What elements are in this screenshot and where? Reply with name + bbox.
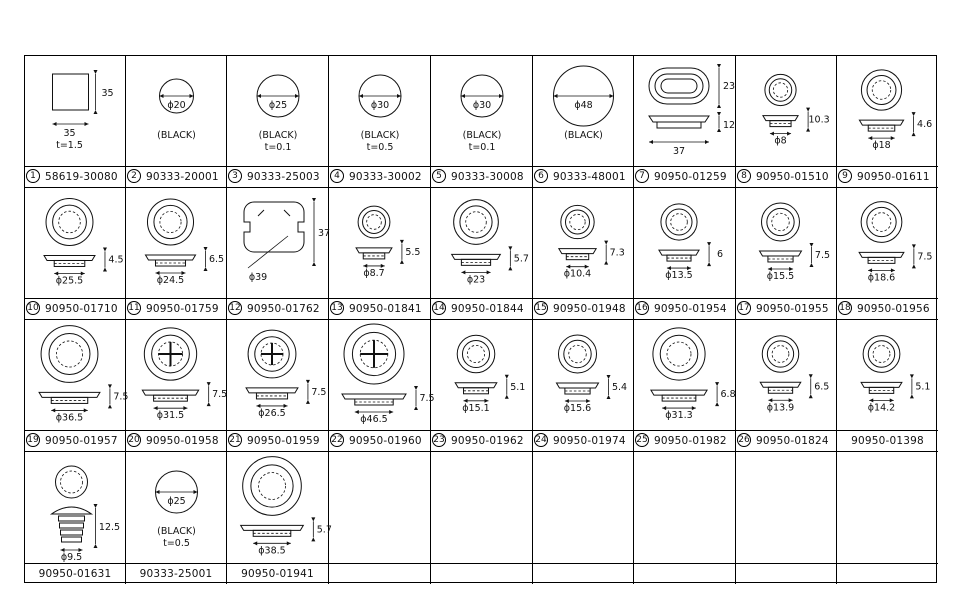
item-number-badge: 26 xyxy=(738,435,750,445)
part-cell xyxy=(227,56,329,188)
part-number: 90950-01398 xyxy=(851,435,924,447)
dimension-label: t=0.5 xyxy=(163,538,190,549)
part-drawing xyxy=(634,188,736,300)
item-number-badge: 6 xyxy=(534,169,548,183)
part-footer xyxy=(837,298,938,319)
dimension-label: (BLACK) xyxy=(360,130,400,141)
part-footer xyxy=(329,166,430,187)
item-number-badge: 11 xyxy=(128,303,140,313)
part-footer xyxy=(227,430,328,451)
dimension-label: 5.4 xyxy=(611,382,628,394)
part-drawing xyxy=(25,56,126,168)
part-drawing xyxy=(25,452,126,564)
part-drawing xyxy=(227,452,332,564)
parts-chart-sheet xyxy=(24,55,937,583)
dimension-label: ϕ25 xyxy=(268,100,288,111)
dimension-label: ϕ9.5 xyxy=(60,552,83,563)
part-cell xyxy=(533,320,634,452)
dimension-label: 6 xyxy=(717,249,724,261)
part-drawing xyxy=(25,188,126,300)
item-number-badge: 22 xyxy=(331,435,343,445)
item-number-badge: 5 xyxy=(432,169,446,183)
part-number: 90333-30008 xyxy=(451,171,524,183)
dimension-label: 7.5 xyxy=(311,386,327,398)
part-footer xyxy=(227,298,328,319)
item-number-badge: 16 xyxy=(636,303,648,313)
part-cell xyxy=(25,452,126,584)
part-cell xyxy=(736,56,837,188)
part-drawing xyxy=(634,320,736,432)
part-number: 90950-01982 xyxy=(654,435,727,447)
part-cell xyxy=(533,56,634,188)
dimension-label: ϕ18 xyxy=(872,140,891,152)
part-drawing xyxy=(227,56,329,168)
dimension-label: ϕ14.2 xyxy=(867,402,896,414)
item-number-badge: 13 xyxy=(331,303,343,313)
part-footer xyxy=(126,166,226,187)
dimension-label: ϕ46.5 xyxy=(360,414,388,425)
item-number-badge: 18 xyxy=(839,303,851,313)
part-footer xyxy=(533,430,633,451)
part-footer xyxy=(736,430,836,451)
item-number-badge: 17 xyxy=(738,303,750,313)
part-cell xyxy=(126,452,227,584)
dimension-label: 10.3 xyxy=(808,114,830,126)
part-number: 90950-01960 xyxy=(349,435,422,447)
dimension-label: ϕ26.5 xyxy=(258,407,286,419)
item-number-badge: 19 xyxy=(27,435,39,445)
part-cell xyxy=(227,452,332,584)
empty-cell xyxy=(634,452,736,584)
dimension-label: ϕ15.6 xyxy=(563,403,592,415)
part-cell xyxy=(431,56,533,188)
part-footer xyxy=(431,166,532,187)
dimension-label: 6.8 xyxy=(720,389,736,401)
part-footer xyxy=(634,298,735,319)
part-number: 90950-01762 xyxy=(247,303,320,315)
part-drawing xyxy=(634,56,736,168)
part-drawing xyxy=(431,320,533,432)
part-drawing xyxy=(329,188,431,300)
dimension-label: 7.3 xyxy=(609,247,625,259)
dimension-label: (BLACK) xyxy=(564,130,603,141)
part-footer xyxy=(25,166,125,187)
dimension-label: (BLACK) xyxy=(157,526,196,537)
part-cell xyxy=(126,320,227,452)
part-drawing xyxy=(329,56,431,168)
dimension-label: 12.5 xyxy=(98,522,121,533)
item-number-badge: 12 xyxy=(229,303,241,313)
part-drawing xyxy=(431,188,533,300)
part-footer xyxy=(227,563,328,584)
empty-cell xyxy=(533,452,634,584)
part-cell xyxy=(431,320,533,452)
part-number: 90950-01954 xyxy=(654,303,727,315)
part-footer xyxy=(634,430,735,451)
part-cell xyxy=(329,188,431,320)
part-number: 90950-01956 xyxy=(857,303,930,315)
part-cell xyxy=(431,188,533,320)
part-drawing xyxy=(837,188,938,300)
part-footer xyxy=(431,298,532,319)
part-number: 90950-01710 xyxy=(45,303,118,315)
item-number-badge: 9 xyxy=(838,169,852,183)
part-drawing xyxy=(533,56,634,168)
part-drawing xyxy=(736,188,837,300)
dimension-label: 5.1 xyxy=(510,381,526,393)
dimension-label: 37 xyxy=(672,146,686,157)
dimension-label: ϕ25 xyxy=(167,496,186,507)
part-footer xyxy=(227,166,328,187)
part-footer xyxy=(329,563,430,584)
part-cell xyxy=(837,188,938,320)
part-number: 90950-01962 xyxy=(451,435,524,447)
item-number-badge: 25 xyxy=(636,435,648,445)
part-drawing xyxy=(227,188,329,300)
part-cell xyxy=(634,320,736,452)
empty-cell xyxy=(329,452,431,584)
part-number: 90950-01844 xyxy=(451,303,524,315)
part-cell xyxy=(634,188,736,320)
item-number-badge: 7 xyxy=(635,169,649,183)
dimension-label: ϕ8.7 xyxy=(363,267,385,279)
part-cell xyxy=(837,320,938,452)
part-drawing xyxy=(126,56,227,168)
dimension-label: t=0.1 xyxy=(468,142,496,153)
part-footer xyxy=(25,298,125,319)
part-number: 90950-01941 xyxy=(241,568,314,580)
part-cell xyxy=(227,188,329,320)
part-drawing xyxy=(431,56,533,168)
dimension-label: ϕ38.5 xyxy=(258,545,286,557)
part-cell xyxy=(25,56,126,188)
part-footer xyxy=(329,430,430,451)
part-cell xyxy=(126,188,227,320)
item-number-badge: 14 xyxy=(433,303,445,313)
dimension-label: (BLACK) xyxy=(258,130,298,141)
part-number: 90950-01824 xyxy=(756,435,829,447)
part-number: 90333-48001 xyxy=(553,171,626,183)
part-number: 90950-01631 xyxy=(38,568,112,580)
part-footer xyxy=(837,166,938,187)
dimension-label: 5.7 xyxy=(316,524,332,536)
part-number: 58619-30080 xyxy=(45,171,118,183)
dimension-label: 5.5 xyxy=(405,246,421,258)
part-cell xyxy=(736,188,837,320)
part-number: 90950-01259 xyxy=(654,171,727,183)
dimension-label: ϕ30 xyxy=(370,100,390,111)
dimension-label: 7.5 xyxy=(212,389,228,401)
dimension-label: ϕ13.9 xyxy=(766,402,795,414)
part-number: 90333-30002 xyxy=(349,171,422,183)
part-cell xyxy=(329,56,431,188)
dimension-label: ϕ31.3 xyxy=(665,410,693,422)
part-footer xyxy=(431,430,532,451)
part-drawing xyxy=(837,320,938,432)
part-number: 90950-01959 xyxy=(247,435,320,447)
part-drawing xyxy=(126,320,227,432)
part-drawing xyxy=(533,320,634,432)
item-number-badge: 2 xyxy=(127,169,141,183)
dimension-label: 5.7 xyxy=(513,253,529,265)
part-cell xyxy=(634,56,736,188)
item-number-badge: 20 xyxy=(128,435,140,445)
dimension-label: (BLACK) xyxy=(462,130,502,141)
part-drawing xyxy=(25,320,129,432)
part-number: 90333-25001 xyxy=(139,568,213,580)
dimension-label: 35 xyxy=(101,88,114,99)
part-number: 90950-01841 xyxy=(349,303,422,315)
dimension-label: 23 xyxy=(722,81,736,92)
part-footer xyxy=(736,298,836,319)
part-footer xyxy=(431,563,532,584)
dimension-label: (BLACK) xyxy=(157,130,196,141)
dimension-label: ϕ36.5 xyxy=(55,412,84,424)
part-footer xyxy=(126,430,226,451)
item-number-badge: 4 xyxy=(330,169,344,183)
dimension-label: t=0.1 xyxy=(264,142,292,153)
dimension-label: 7.5 xyxy=(419,393,435,404)
part-cell xyxy=(329,320,435,452)
part-footer xyxy=(533,563,633,584)
part-number: 90333-25003 xyxy=(247,171,320,183)
dimension-label: t=0.5 xyxy=(366,142,394,153)
part-footer xyxy=(837,430,938,451)
part-cell xyxy=(837,56,938,188)
dimension-label: 7.5 xyxy=(814,249,831,261)
item-number-badge: 10 xyxy=(27,303,39,313)
part-number: 90950-01948 xyxy=(553,303,626,315)
dimension-label: ϕ24.5 xyxy=(156,275,185,287)
item-number-badge: 23 xyxy=(433,435,445,445)
part-drawing xyxy=(533,188,634,300)
part-drawing xyxy=(227,320,329,432)
part-number: 90950-01974 xyxy=(553,435,626,447)
dimension-label: ϕ48 xyxy=(574,100,593,111)
part-footer xyxy=(329,298,430,319)
dimension-label: ϕ13.5 xyxy=(665,270,693,282)
dimension-label: t=1.5 xyxy=(56,140,83,151)
part-footer xyxy=(126,298,226,319)
part-drawing xyxy=(126,188,227,300)
part-drawing xyxy=(329,320,435,432)
part-footer xyxy=(837,563,938,584)
dimension-label: 37 xyxy=(317,228,331,239)
part-drawing xyxy=(837,56,938,168)
item-number-badge: 3 xyxy=(228,169,242,183)
part-cell xyxy=(227,320,329,452)
part-drawing xyxy=(736,320,837,432)
empty-cell xyxy=(736,452,837,584)
dimension-label: ϕ10.4 xyxy=(563,268,592,280)
part-cell xyxy=(25,188,126,320)
part-footer xyxy=(533,166,633,187)
dimension-label: ϕ39 xyxy=(248,272,268,283)
item-number-badge: 24 xyxy=(535,435,547,445)
part-drawing xyxy=(126,452,227,564)
item-number-badge: 21 xyxy=(229,435,241,445)
part-number: 90950-01957 xyxy=(45,435,118,447)
dimension-label: 6.5 xyxy=(208,254,225,266)
part-cell xyxy=(736,320,837,452)
dimension-label: 4.6 xyxy=(917,119,933,131)
part-footer xyxy=(126,563,226,584)
dimension-label: ϕ31.5 xyxy=(156,410,185,422)
dimension-label: 7.5 xyxy=(917,251,933,263)
dimension-label: ϕ30 xyxy=(472,100,492,111)
part-number: 90950-01958 xyxy=(146,435,219,447)
part-number: 90950-01759 xyxy=(146,303,219,315)
part-number: 90333-20001 xyxy=(146,171,219,183)
part-cell xyxy=(25,320,129,452)
part-number: 90950-01611 xyxy=(857,171,930,183)
item-number-badge: 1 xyxy=(26,169,40,183)
part-footer xyxy=(634,166,735,187)
part-footer xyxy=(25,430,125,451)
dimension-label: ϕ25.5 xyxy=(55,275,84,287)
dimension-label: ϕ18.6 xyxy=(867,272,896,284)
dimension-label: 5.1 xyxy=(915,381,931,393)
dimension-label: ϕ15.1 xyxy=(462,402,490,414)
empty-cell xyxy=(837,452,938,584)
part-number: 90950-01510 xyxy=(756,171,829,183)
item-number-badge: 15 xyxy=(535,303,547,313)
part-footer xyxy=(736,563,836,584)
dimension-label: ϕ8 xyxy=(774,135,787,147)
part-footer xyxy=(634,563,735,584)
dimension-label: ϕ15.5 xyxy=(766,270,795,282)
item-number-badge: 8 xyxy=(737,169,751,183)
part-cell xyxy=(126,56,227,188)
part-footer xyxy=(25,563,125,584)
dimension-label: 7.5 xyxy=(113,391,129,403)
part-footer xyxy=(533,298,633,319)
part-number: 90950-01955 xyxy=(756,303,829,315)
part-footer xyxy=(736,166,836,187)
dimension-label: ϕ20 xyxy=(167,100,186,111)
dimension-label: ϕ23 xyxy=(466,274,486,286)
dimension-label: 4.5 xyxy=(108,254,124,266)
part-cell xyxy=(533,188,634,320)
dimension-label: 12 xyxy=(722,120,736,131)
part-drawing xyxy=(736,56,837,168)
empty-cell xyxy=(431,452,533,584)
dimension-label: 6.5 xyxy=(814,381,830,393)
dimension-label: 35 xyxy=(63,128,76,139)
